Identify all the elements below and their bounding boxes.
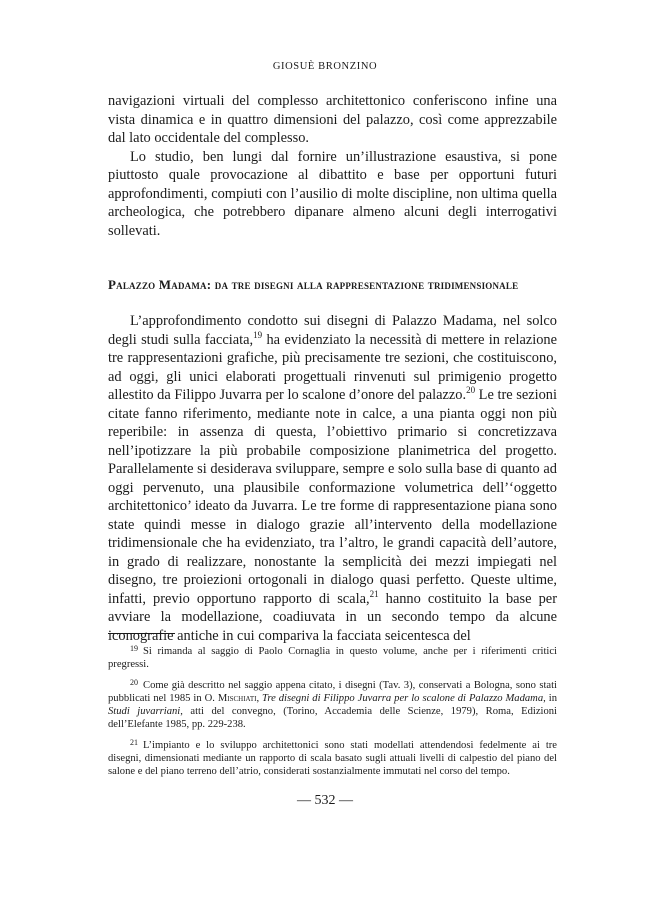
footnote-text: L’impianto e lo sviluppo architettonici sono stati modellati attendendosi fedelmente ai tre disegni, dimensionati mediante un rapporto di scala basato sugli attuali livelli di calpestio del piano del salone e del piano terreno dell’atrio, considerati sostanzialmente immutati nel corso del tempo. <box>108 739 557 778</box>
paragraph-text-part: hanno costituito la base per avviare la modellazione, coadiuvata in un secondo tempo da alcune iconografie antiche in cui compariva la facciata seicentesca del <box>108 590 557 644</box>
footnote-text: , atti del convegno, (Torino, Accademia delle Scienze, 1979), Roma, Edizioni dell’Elefante 1985, pp. 229-238. <box>108 706 557 731</box>
paragraph-palazzo-madama <box>108 312 557 645</box>
footnote-number: 20 <box>130 677 138 687</box>
footnote-number: 19 <box>130 644 138 653</box>
paragraph-continued: navigazioni virtuali del complesso architettonico conferiscono infine una vista dinamica e in quattro dimensioni del palazzo, così come apprezzabile dal lato occidentale del complesso. <box>108 93 557 146</box>
footnote-ref-21[interactable]: 21 <box>369 588 379 599</box>
footnote-19 <box>108 642 557 672</box>
page-number: — 532 — <box>297 793 353 808</box>
footnotes <box>108 642 557 783</box>
paragraph-text-part: L’approfondimento condotto sui disegni di Palazzo Madama, nel solco degli studi sulla facciata, <box>108 313 557 348</box>
footnote-ref-20[interactable]: 20 <box>466 385 476 395</box>
footnote-21 <box>108 736 557 779</box>
footnote-text: , <box>256 692 263 704</box>
footnote-text: Si rimanda al saggio di Paolo Cornaglia in questo volume, anche per i riferimenti critici pregressi. <box>108 646 557 671</box>
running-head: GIOSUÈ BRONZINO <box>272 61 378 72</box>
footnote-text: Come già descritto nel saggio appena citato, i disegni (Tav. 3), conservati a Bologna, sono stati pubblicati nel 1985 in O. <box>108 679 557 704</box>
footnote-ref-19[interactable]: 19 <box>253 329 263 340</box>
footnote-journal: Studi juvarriani <box>108 706 181 718</box>
footnote-author: Mischiati <box>217 692 257 704</box>
paragraph-text-part: Le tre sezioni citate fanno riferimento, mediante note in calce, a una pianta oggi non più reperibile: in assenza di questa, l’obiettivo primario si concretizzava nell’ipotizzare la più probabile composizione planimetrica del progetto. Parallelamente si desiderava sviluppare, sempre e solo sulla base di quanto ad oggi pervenuto, una plausibile conformazione volumetrica dell’‘oggetto architettonico’ ideato da Juvarra. Le tre forme di rappresentazione piana sono state quindi messe in dialogo grazie all’intervento della modellazione tridimensionale che ha evidenziato, tra l’altro, le grandi capacità dell’autore, in grado di realizzare, nonostante la semplicità dei mezzi impiegati nel disegno, tre proiezioni ortogonali in dialogo quasi perfetto. Queste ultime, infatti, previo opportuno rapporto di scala, <box>108 387 557 607</box>
footnote-divider <box>108 633 175 634</box>
paragraph-study-scope: Lo studio, ben lungi dal fornire un’illustrazione esaustiva, si pone piuttosto quale provocazione al dibattito e base per opportuni futuri approfondimenti, compiuti con l’ausilio di molte discipline, non ultima quella archeologica, che potrebbero dipanare almeno alcuni degli interrogativi sollevati. <box>108 148 557 239</box>
main-text <box>108 92 557 645</box>
footnote-20 <box>108 676 557 732</box>
footnote-title: Tre disegni di Filippo Juvarra per lo scalone di Palazzo Madama <box>262 692 544 704</box>
footnote-text: , in <box>543 692 557 704</box>
footnote-number: 21 <box>130 737 138 747</box>
section-heading: Palazzo Madama: da tre disegni alla rappresentazione tridimensionale <box>108 277 519 292</box>
paragraph-text-part: ha evidenziato la necessità di mettere in relazione tre rappresentazioni grafiche, più precisamente tre sezioni, che costituiscono, ad oggi, gli unici elaborati progettuali rinvenuti sul primigenio progetto allestito da Filippo Juvarra per lo scalone d’onore del palazzo. <box>108 331 557 403</box>
